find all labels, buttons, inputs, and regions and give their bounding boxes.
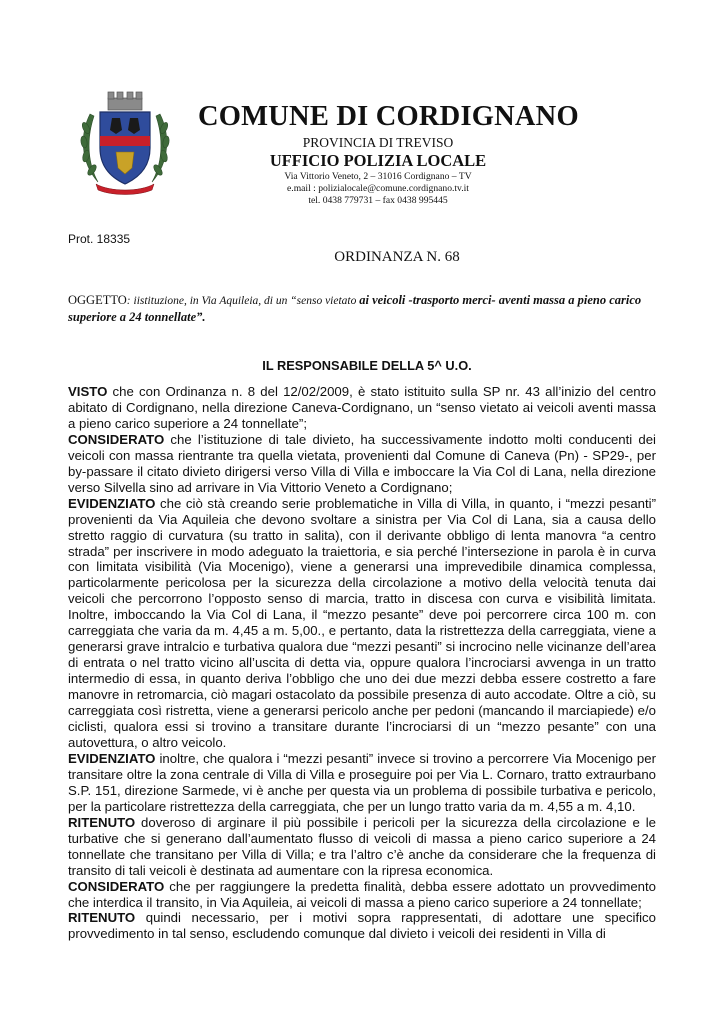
paragraph-text: doveroso di arginare il più possibile i pericoli per la sicurezza della circolazione e le turbative che si generano dall’aumentato flusso di veicoli di massa a pieno carico superiore a 24 tonnellate che transitano per Villa di Villa; e tra l’altro c’è anche da considerare che la frequenza di transito di tali veicoli è destinata ad aumentare con la ripresa economica. xyxy=(68,814,656,878)
paragraph xyxy=(68,879,656,911)
paragraph-text: quindi necessario, per i motivi sopra rappresentati, di adottare une specifico provvedimento in tal senso, escludendo comunque dal divieto i veicoli dei residenti in Villa di xyxy=(68,910,656,942)
subject-text-2: ai veicoli xyxy=(359,293,406,307)
subject-text-3: -trasporto merci- aventi massa a pieno carico superiore a 24 tonnellate”. xyxy=(68,293,642,324)
paragraph-keyword: CONSIDERATO xyxy=(68,878,165,894)
paragraph-keyword: RITENUTO xyxy=(68,910,136,926)
protocol-number: Prot. 18335 xyxy=(68,232,131,246)
province-name: PROVINCIA DI TREVISO xyxy=(302,135,454,150)
municipality-title: COMUNE DI CORDIGNANO xyxy=(198,101,579,132)
coat-of-arms-icon xyxy=(76,84,174,196)
subject-text-1: : iistituzione, in Via Aquileia, di un “senso vietato xyxy=(126,295,360,307)
office-name: UFFICIO POLIZIA LOCALE xyxy=(269,151,487,170)
ordinance-number: ORDINANZA N. 68 xyxy=(334,249,460,265)
subject xyxy=(68,292,658,325)
paragraph xyxy=(68,815,656,879)
paragraph-keyword: CONSIDERATO xyxy=(68,431,165,447)
paragraph xyxy=(68,910,656,942)
paragraph xyxy=(68,496,656,751)
paragraph-keyword: RITENUTO xyxy=(68,814,136,830)
paragraph-text: che l’istituzione di tale divieto, ha successivamente indotto molti conducenti dei veicoli con massa rientrante tra quella vietata, provenienti dal Comune di Caneva (Pn) - SP29-, per by-passare il citato divieto dirigersi verso Villa di Villa e imboccare la Via Col di Lana, nella direzione verso Silvella sino ad arrivare in Via Vittorio Veneto a Cordignano; xyxy=(68,431,656,495)
paragraph-keyword: VISTO xyxy=(68,384,108,399)
paragraph-text: che per raggiungere la predetta finalità, debba essere adottato un provvedimento che interdica il transito, in Via Aquileia, ai veicoli di massa a pieno carico superiore a 24 tonnellate; xyxy=(68,878,656,910)
office-address: Via Vittorio Veneto, 2 – 31016 Cordignano – TV xyxy=(284,171,472,182)
paragraph-keyword: EVIDENZIATO xyxy=(68,495,156,511)
paragraph-text: che con Ordinanza n. 8 del 12/02/2009, è stato istituito sulla SP nr. 43 all’inizio del centro abitato di Cordignano, nella direzione Caneva-Cordignano, un “senso vietato ai veicoli aventi massa a pieno carico superiore a 24 tonnellate”; xyxy=(68,384,656,431)
ordinance-body xyxy=(68,384,656,942)
paragraph-text: inoltre, che qualora i “mezzi pesanti” invece si trovino a percorrere Via Mocenigo per transitare oltre la zona centrale di Villa di Villa e proseguire poi per Via L. Cornaro, tratto extraurbano S.P. 151, direzione Sarmede, vi è anche per questa via un problema di possibile turbativa e pericolo, per la particolare ristrettezza della carreggiata, che per un lungo tratto varia da m. 4,55 a m. 4,10. xyxy=(68,750,656,814)
office-phone: tel. 0438 779731 – fax 0438 995445 xyxy=(308,195,448,206)
paragraph-text: che ciò stà creando serie problematiche in Villa di Villa, in quanto, i “mezzi pesanti” provenienti da Via Aquileia che devono svoltare a sinistra per Via Col di Lana, sia a causa dello stretto raggio di curvatura (su tratto in salita), con il derivante obbligo di lenta manovra “a centro strada” per inscrivere in modo adeguato la traiettoria, e sia perché l’intersezione in parola è in curva con limitata visibilità (Via Mocenigo), viene a generarsi una imprevedibile dinamica complessa, particolarmente pericolosa per la sicurezza della circolazione a motivo della velocità tenuta dai veicoli che percorrono l’opposto senso di marcia, tratto in discesa con curva e visibilità limitata. Inoltre, imboccando la Via Col di Lana, il “mezzo pesante” deve poi percorrere circa 100 m. con carreggiata che varia da m. 4,45 a m. 5,00., e pertanto, data la ristrettezza della carreggiata, viene a generarsi grave intralcio e turbativa qualora due “mezzi pesanti” si incrocino nelle vicinanze dell’area di entrata o nel tratto vicino all’uscita di detta via, oppure qualora l’incrociarsi avvenga in un tratto intermedio di essa, in quanto deriva l’obbligo che uno dei due mezzi debba essere costretto a fare manovre in retromarcia, ciò magari ostacolato da possibile presenza di auto accodate. Oltre a ciò, su carreggiata così ristretta, viene a generarsi pericolo anche per pedoni (mancando il marciapiede) e/o ciclisti, qualora essi si trovino a transitare durante l’incrociarsi di un “mezzo pesante” con una autovettura, o altro veicolo. xyxy=(68,495,656,750)
paragraph xyxy=(68,432,656,496)
section-heading: IL RESPONSABILE DELLA 5^ U.O. xyxy=(262,358,472,373)
paragraph-keyword: EVIDENZIATO xyxy=(68,750,156,766)
paragraph xyxy=(68,384,656,432)
office-email: e.mail : polizialocale@comune.cordignano.tv.it xyxy=(287,183,469,194)
subject-label: OGGETTO xyxy=(68,293,127,307)
paragraph xyxy=(68,751,656,815)
